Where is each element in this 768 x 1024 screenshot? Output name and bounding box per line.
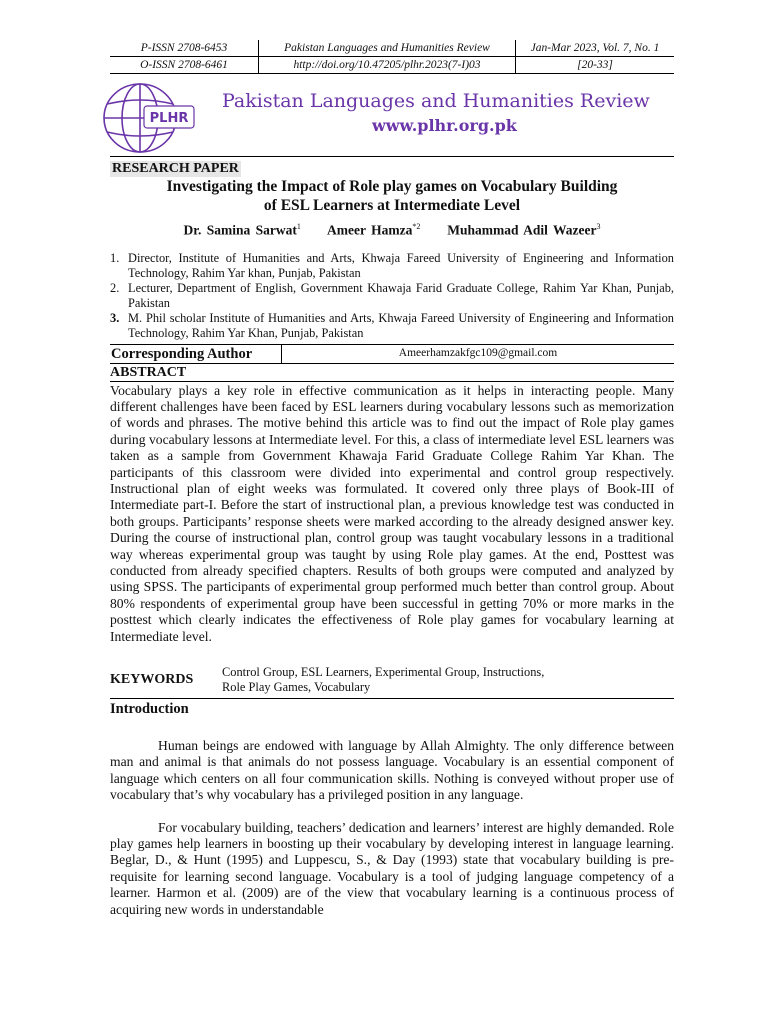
abstract-heading: ABSTRACT: [110, 364, 674, 382]
corresponding-email-link[interactable]: Ameerhamzakfgc109@gmail.com: [398, 346, 558, 359]
affiliation-text: Lecturer, Department of English, Government Khawaja Farid Graduate College, Rahim Yar Khan, Punjab, Pakistan: [128, 280, 674, 310]
masthead: [110, 80, 674, 160]
keywords-line: Control Group, ESL Learners, Experimental Group, Instructions,: [222, 665, 545, 679]
paper-page: [110, 40, 674, 918]
abstract-text: Vocabulary plays a key role in effective communication as it helps in interacting people. Many different challenges have been faced by ESL learners during vocabulary lessons such as memorization of words and phrases. The motive behind this article was to find out the impact of Role play games during vocabulary lessons at Intermediate level. For this, a class of intermediate level ESL learners was taken as a sample from Government Khawaja Farid Graduate College Rahim Yar Khan. The participants of this classroom were divided into experimental and control group respectively. Instructional plan of eight weeks was formulated. It covered only three plays of Book-III of Intermediate part-I. Before the start of instructional plan, a previous knowledge test was conducted in both groups. Participants’ response sheets were marked according to the already designed answer key. During the course of instructional plan, control group was taught vocabulary lessons in a traditional way whereas experimental group was taught by using Role play games. At the end, Posttest was conducted from already specified chapters. Results of both groups were computed and analyzed by using SPSS. The participants of experimental group performed much better than control group. About 80% respondents of experimental group have been successful in getting 70% or more marks in the posttest which clearly indicates the effectiveness of Role play games for vocabulary learning at Intermediate level.: [110, 382, 674, 644]
affiliation-item: [110, 311, 674, 341]
corresponding-author-row: [110, 344, 674, 364]
author-name: Dr. Samina Sarwat: [183, 222, 297, 238]
affiliation-item: [110, 251, 674, 281]
introduction-heading: Introduction: [110, 698, 674, 718]
intro-paragraph: For vocabulary building, teachers’ dedication and learners’ interest are highly demanded. Role play games help learners in boosting up their vocabulary by developing interest in language learning. Beglar, D., & Hunt (1995) and Luppescu, S., & Day (1993) state that vocabulary building is pre-requisite for learning second language. Vocabulary is a tool of judging language competency of a learner. Harmon et al. (2009) are of the view that vocabulary learning is a continuous process of acquiring new words in understandable: [110, 819, 674, 917]
author-list: [110, 222, 674, 239]
keywords-values: [222, 665, 674, 695]
keywords-line: Role Play Games, Vocabulary: [222, 679, 371, 694]
logo-text: PLHR: [149, 111, 189, 126]
author-sup: *2: [412, 222, 421, 231]
journal-name: Pakistan Languages and Humanities Review: [259, 40, 516, 57]
author-sup: 1: [296, 222, 301, 231]
journal-title: Pakistan Languages and Humanities Review: [222, 90, 650, 112]
pissn: P-ISSN 2708-6453: [110, 40, 259, 57]
affiliation-text: M. Phil scholar Institute of Humanities and Arts, Khwaja Fareed University of Engineering and Information Technology, Rahim Yar Khan, Punjab, Pakistan: [128, 310, 674, 340]
author-sup: 3: [596, 222, 601, 231]
keywords-row: [110, 665, 674, 695]
corresponding-author-label: Corresponding Author: [110, 345, 282, 363]
page-range: [20-33]: [516, 57, 675, 74]
author-name: Ameer Hamza: [327, 222, 413, 238]
journal-header-table: [110, 40, 674, 74]
keywords-label: KEYWORDS: [110, 672, 194, 687]
affiliations-list: [110, 251, 674, 341]
paper-title-line: Investigating the Impact of Role play games on Vocabulary Building: [166, 178, 618, 195]
paper-title: [110, 177, 674, 215]
intro-paragraph: Human beings are endowed with language by Allah Almighty. The only difference between man and animal is that animals do not possess language. Vocabulary is an essential component of language which centers on all four communication skills. Nothing is conveyed without proper use of vocabulary that’s why vocabulary has a privileged position in any language.: [110, 738, 674, 803]
plhr-globe-logo-icon: [98, 80, 198, 156]
paper-title-line: of ESL Learners at Intermediate Level: [263, 197, 521, 214]
affiliation-number: 2.: [110, 280, 120, 295]
author-name: Muhammad Adil Wazeer: [447, 222, 597, 238]
journal-url-link[interactable]: www.plhr.org.pk: [372, 116, 517, 135]
paper-type-label: RESEARCH PAPER: [112, 161, 239, 176]
oissn: O-ISSN 2708-6461: [110, 57, 259, 74]
affiliation-number: 1.: [110, 250, 120, 265]
affiliation-number: 3.: [110, 310, 120, 325]
affiliation-item: [110, 281, 674, 311]
doi-link[interactable]: http://doi.org/10.47205/plhr.2023(7-I)03: [259, 57, 516, 74]
affiliation-text: Director, Institute of Humanities and Arts, Khwaja Fareed University of Engineering and Information Technology, Rahim Yar khan, Punjab, Pakistan: [128, 250, 674, 280]
issue-info: Jan-Mar 2023, Vol. 7, No. 1: [516, 40, 675, 57]
